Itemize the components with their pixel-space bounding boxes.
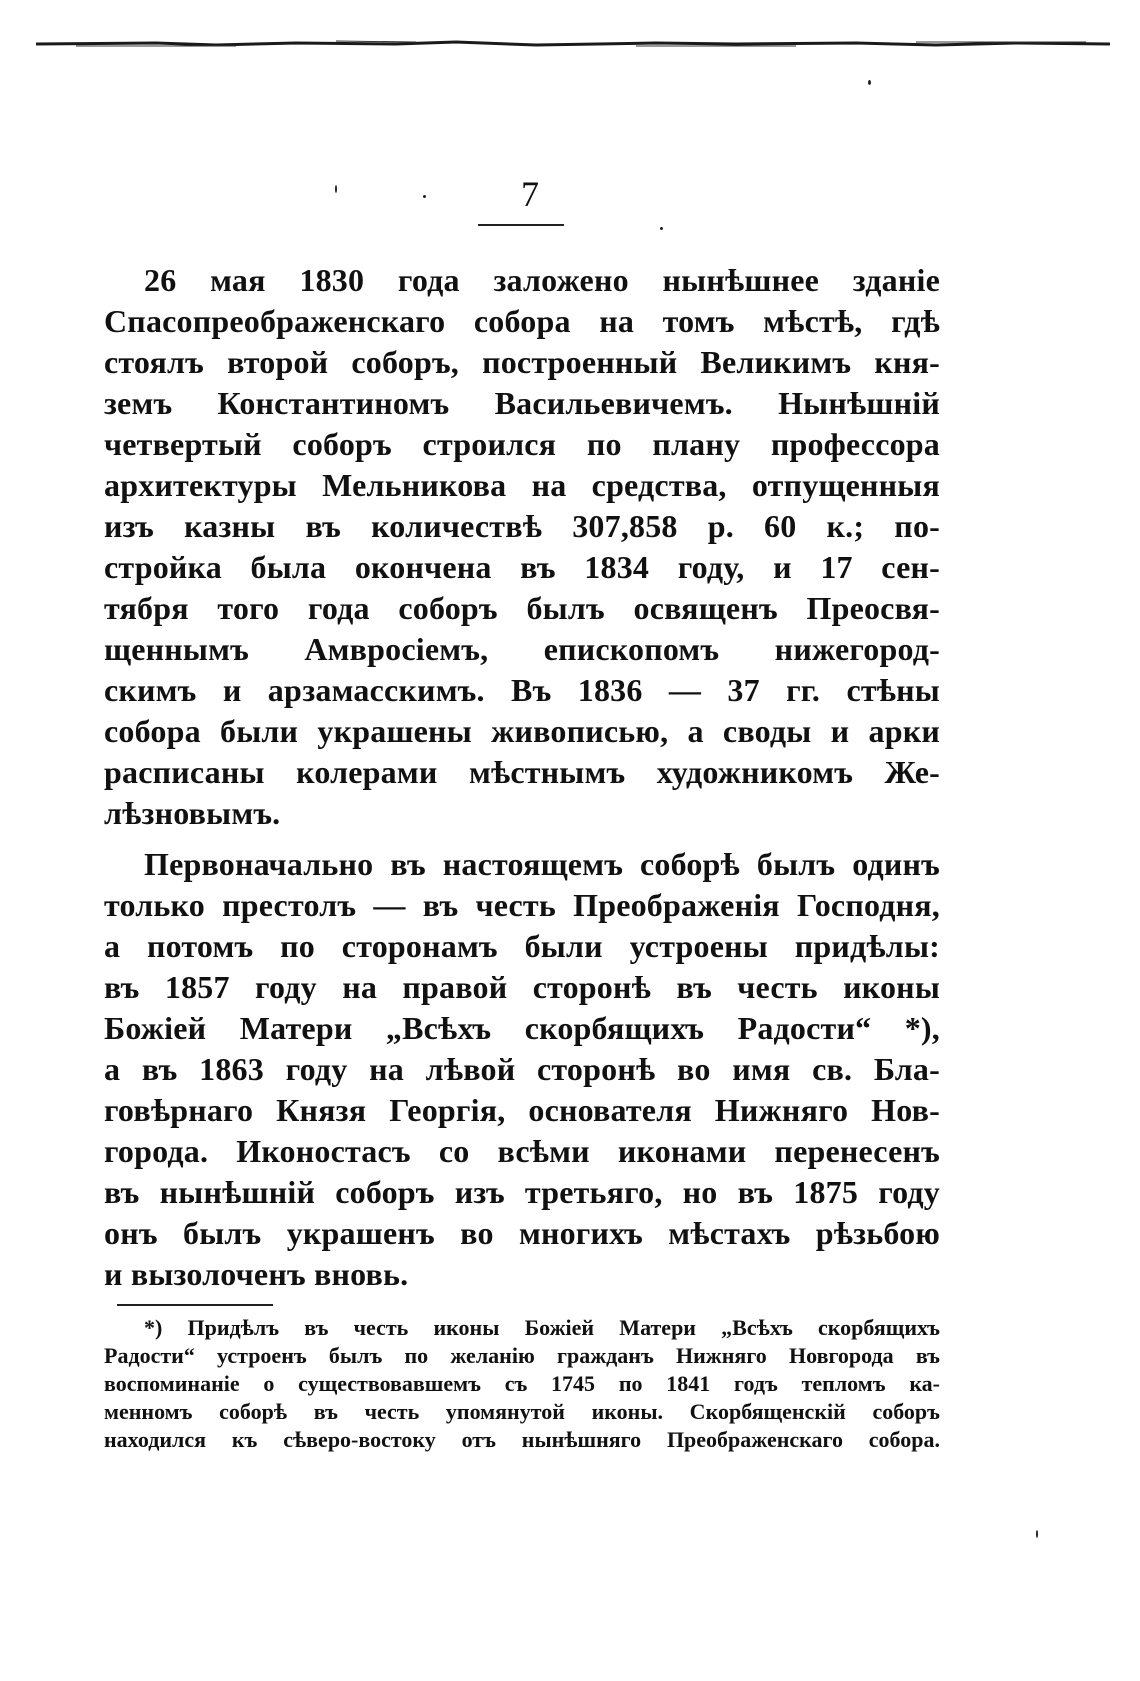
scan-speck <box>423 195 426 198</box>
main-text <box>104 260 940 1295</box>
scan-speck <box>1036 1530 1038 1538</box>
text-line: архитектуры Мельникова на средства, отпущенныя <box>104 467 940 503</box>
text-line: а въ 1863 году на лѣвой сторонѣ во имя св. Бла- <box>104 1051 940 1087</box>
paragraph-2 <box>104 844 940 1295</box>
text-line: стройка была окончена въ 1834 году, и 17 сен- <box>104 549 940 585</box>
text-line: въ нынѣшній соборъ изъ третьяго, но въ 1875 году <box>104 1174 940 1210</box>
text-line: лѣзновымъ. <box>104 795 281 831</box>
footnote-line: *) Придѣлъ въ честь иконы Божіей Матери „Всѣхъ скорбящихъ <box>144 1315 940 1340</box>
text-line: города. Иконостасъ со всѣми иконами перенесенъ <box>104 1133 940 1169</box>
paragraph-1 <box>104 260 940 834</box>
text-line: Божіей Матери „Всѣхъ скорбящихъ Радости“ *), <box>104 1010 940 1046</box>
text-line: изъ казны въ количествѣ 307,858 р. 60 к.; по- <box>104 508 940 544</box>
text-line: въ 1857 году на правой сторонѣ въ честь иконы <box>104 969 940 1005</box>
text-line: онъ былъ украшенъ во многихъ мѣстахъ рѣзьбою <box>104 1215 940 1251</box>
page-number: 7 <box>521 174 539 214</box>
text-line: и вызолоченъ вновь. <box>104 1256 409 1292</box>
footnote <box>104 1314 940 1454</box>
top-border-rule <box>36 40 1110 48</box>
text-line: земъ Константиномъ Васильевичемъ. Нынѣшній <box>104 385 940 421</box>
scan-speck <box>335 185 337 193</box>
text-line: стоялъ второй соборъ, построенный Великимъ кня- <box>104 344 940 380</box>
text-line: собора были украшены живописью, а своды и арки <box>104 713 940 749</box>
footnote-separator <box>117 1304 273 1306</box>
text-line: расписаны колерами мѣстнымъ художникомъ Же- <box>104 754 940 790</box>
page-number-rule <box>478 224 564 226</box>
text-line: скимъ и арзамасскимъ. Въ 1836 — 37 гг. стѣны <box>104 672 940 708</box>
text-line: 26 мая 1830 года заложено нынѣшнее зданіе <box>144 262 940 298</box>
footnote-line: воспоминаніе о существовавшемъ съ 1745 по 1841 годъ тепломъ ка- <box>104 1371 940 1396</box>
footnote-line: Радости“ устроенъ былъ по желанію гражданъ Нижняго Новгорода въ <box>104 1343 940 1368</box>
text-line: щеннымъ Амвросіемъ, епископомъ нижегород- <box>104 631 940 667</box>
text-line: говѣрнаго Князя Георгія, основателя Нижняго Нов- <box>104 1092 940 1128</box>
text-line: тября того года соборъ былъ освященъ Преосвя- <box>104 590 940 626</box>
text-line: четвертый соборъ строился по плану профессора <box>104 426 940 462</box>
footnote-line: менномъ соборѣ въ честь упомянутой иконы. Скорбященскій соборъ <box>104 1399 940 1424</box>
text-line: только престолъ — въ честь Преображенія Господня, <box>104 887 940 923</box>
scan-speck <box>868 80 871 85</box>
text-line: а потомъ по сторонамъ были устроены придѣлы: <box>104 928 940 964</box>
text-line: Спасопреображенскаго собора на томъ мѣстѣ, гдѣ <box>104 303 940 339</box>
footnote-line: находился къ сѣверо-востоку отъ нынѣшняго Преображенскаго собора. <box>104 1427 940 1452</box>
scan-speck <box>660 227 663 230</box>
text-line: Первоначально въ настоящемъ соборѣ былъ одинъ <box>144 846 940 882</box>
